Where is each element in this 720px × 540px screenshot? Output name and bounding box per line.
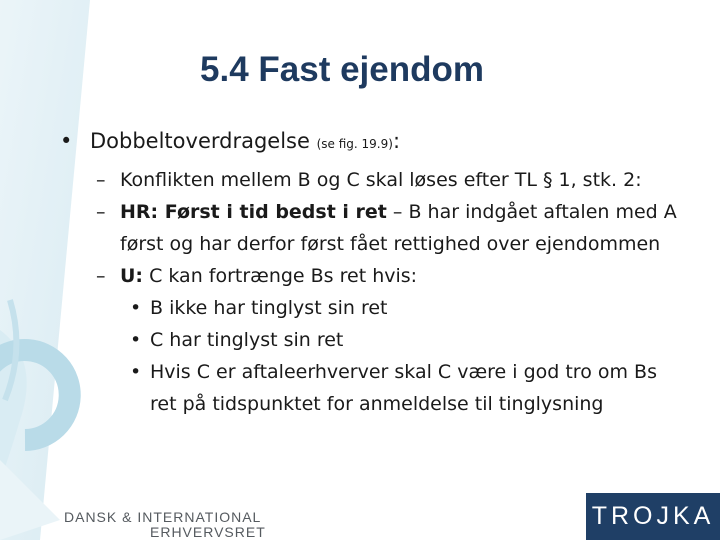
nested-item-2: [60, 324, 700, 356]
trojka-logo: [586, 493, 720, 540]
logo-left-line1: DANSK & INTERNATIONAL: [64, 509, 262, 525]
figure-note: (se fig. 19.9): [316, 137, 393, 151]
logo-left-line2: ERHVERVSRET: [150, 524, 266, 540]
sub-item-1: [60, 164, 700, 196]
sub-item-2: [60, 196, 700, 228]
sub-item-bold: U:: [120, 265, 144, 287]
sub-item-text: C kan fortrænge Bs ret hvis:: [143, 265, 418, 287]
nested-item-3: [60, 356, 700, 388]
main-bullet: [60, 125, 700, 160]
nested-item-text: Hvis C er aftaleerhverver skal C være i god tro om Bs: [150, 361, 657, 383]
main-bullet-text: Dobbeltoverdragelse: [90, 129, 310, 153]
slide-title: 5.4 Fast ejendom: [200, 50, 484, 89]
sub-item-bold: HR: Først i tid bedst i ret: [120, 201, 387, 223]
nested-item-text: B ikke har tinglyst sin ret: [150, 297, 388, 319]
sub-item-3: [60, 260, 700, 292]
slide-content: [60, 125, 700, 420]
bullet-icon: •: [130, 361, 142, 383]
dash-icon: –: [96, 265, 106, 287]
sub-item-2-continuation: først og har derfor først fået rettighed over ejendommen: [120, 233, 661, 255]
main-bullet-suffix: :: [392, 129, 401, 153]
bullet-icon: •: [60, 129, 73, 153]
sub-item-text: Konflikten mellem B og C skal løses efter TL § 1, stk. 2:: [120, 169, 642, 191]
nested-item-1: [60, 292, 700, 324]
nested-item-text: C har tinglyst sin ret: [150, 329, 344, 351]
nested-item-3-continuation: ret på tidspunktet for anmeldelse til tinglysning: [150, 393, 604, 415]
dansk-international-erhvervsret-logo: [64, 510, 266, 540]
bullet-icon: •: [130, 297, 142, 319]
bullet-icon: •: [130, 329, 142, 351]
dash-icon: –: [96, 201, 106, 223]
trojka-logo-text: TROJKA: [591, 502, 715, 530]
dash-icon: –: [96, 169, 106, 191]
sub-item-text: – B har indgået aftalen med A: [386, 201, 677, 223]
